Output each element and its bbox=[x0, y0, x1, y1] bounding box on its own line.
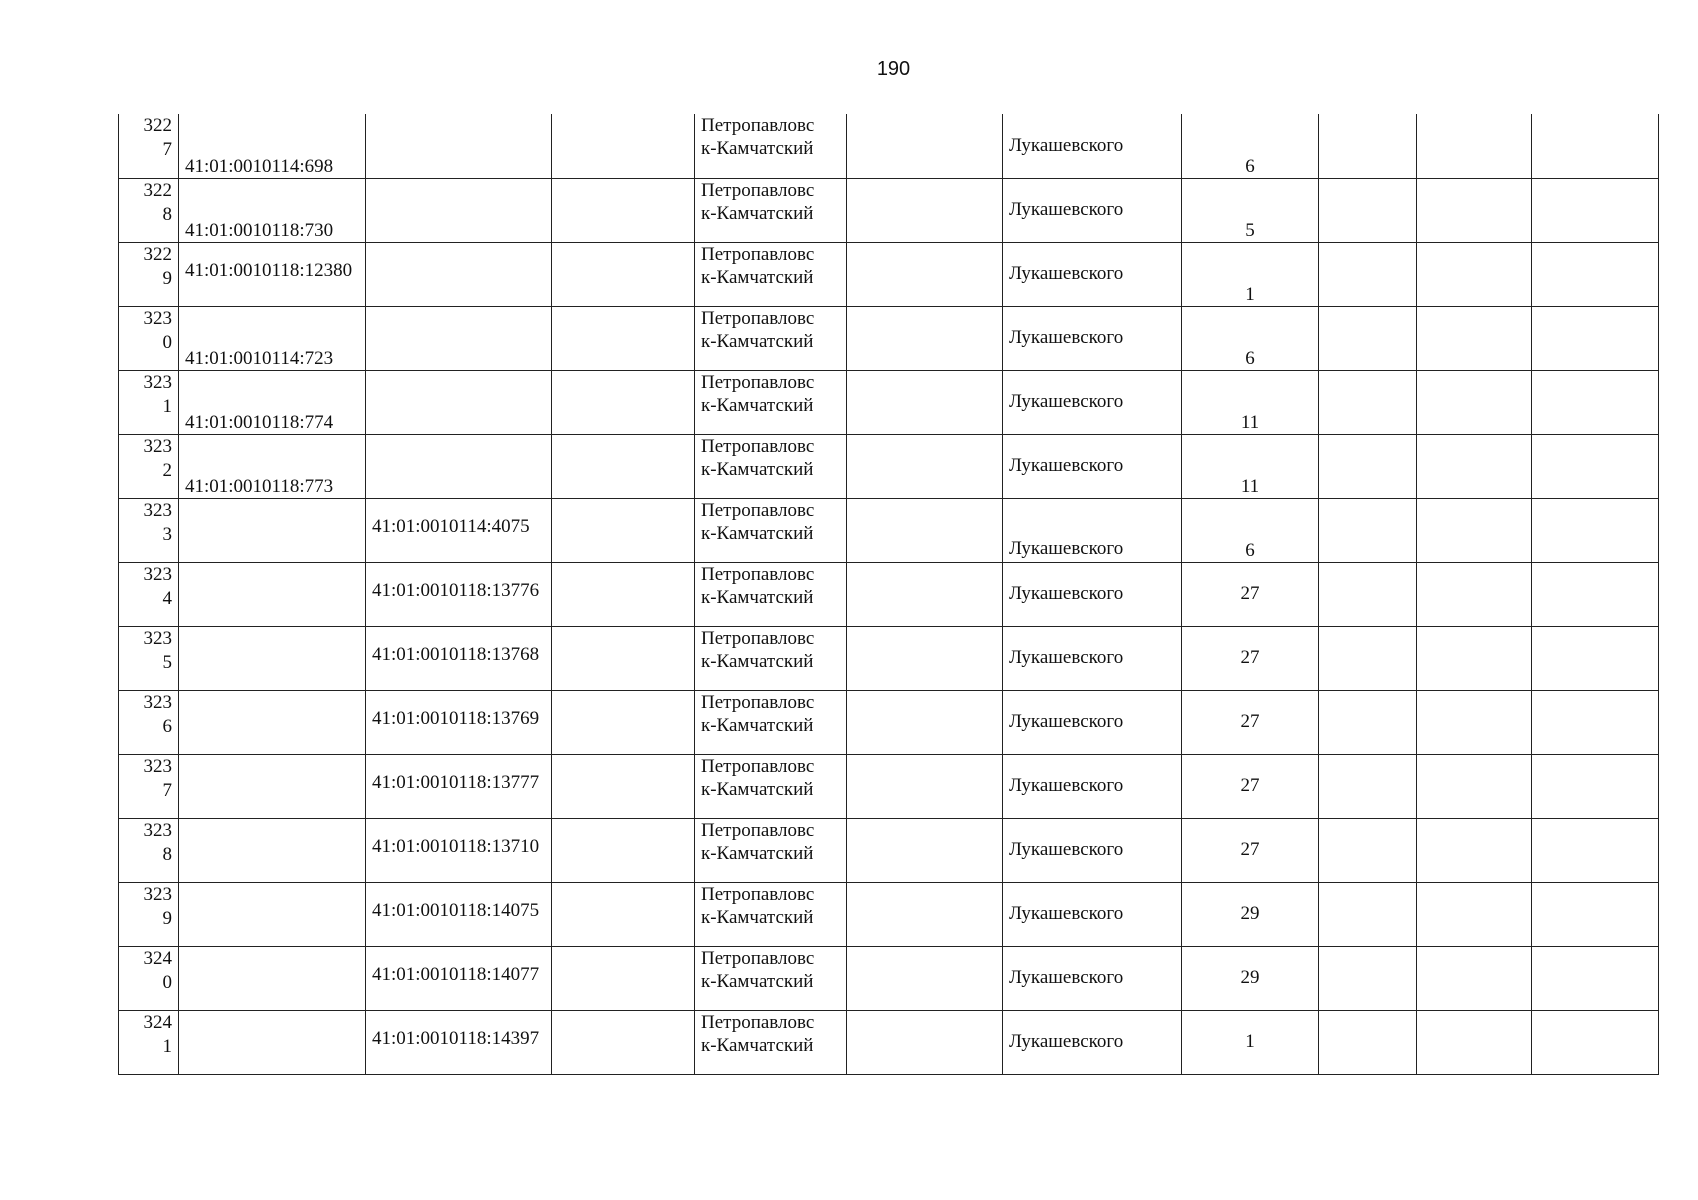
empty-cell bbox=[552, 242, 695, 306]
table-row bbox=[119, 690, 1659, 754]
empty-cell bbox=[552, 178, 695, 242]
row-number-part: 0 bbox=[162, 971, 172, 993]
city-line: Петропавловс bbox=[701, 563, 815, 585]
empty-cell bbox=[1319, 562, 1417, 626]
street-cell: Лукашевского bbox=[1003, 690, 1182, 754]
street-cell: Лукашевского bbox=[1003, 562, 1182, 626]
building-cadastral-number-cell bbox=[366, 178, 552, 242]
row-number-part: 2 bbox=[162, 459, 172, 481]
land-cadastral-number-cell bbox=[179, 946, 366, 1010]
empty-cell bbox=[552, 690, 695, 754]
table-row bbox=[119, 946, 1659, 1010]
empty-cell bbox=[1417, 114, 1532, 178]
empty-cell bbox=[552, 754, 695, 818]
city-line: к-Камчатский bbox=[701, 394, 814, 416]
house-number-cell: 27 bbox=[1182, 818, 1319, 882]
house-number-cell: 6 bbox=[1182, 114, 1319, 178]
row-number-cell bbox=[119, 242, 179, 306]
city-line: к-Камчатский bbox=[701, 330, 814, 352]
city-line: к-Камчатский bbox=[701, 458, 814, 480]
table-row bbox=[119, 882, 1659, 946]
row-number-part: 323 bbox=[143, 819, 172, 841]
city-line: Петропавловс bbox=[701, 1011, 815, 1033]
row-number-part: 323 bbox=[143, 307, 172, 329]
city-cell bbox=[695, 370, 847, 434]
empty-cell bbox=[1319, 1010, 1417, 1074]
street-cell: Лукашевского bbox=[1003, 754, 1182, 818]
row-number-part: 322 bbox=[143, 243, 172, 265]
empty-cell bbox=[847, 306, 1003, 370]
city-cell bbox=[695, 178, 847, 242]
city-cell bbox=[695, 690, 847, 754]
house-number-cell: 11 bbox=[1182, 370, 1319, 434]
land-cadastral-number-cell: 41:01:0010118:773 bbox=[179, 434, 366, 498]
empty-cell bbox=[1417, 882, 1532, 946]
city-cell bbox=[695, 626, 847, 690]
street-cell: Лукашевского bbox=[1003, 626, 1182, 690]
empty-cell bbox=[1532, 242, 1659, 306]
empty-cell bbox=[847, 434, 1003, 498]
land-cadastral-number-cell bbox=[179, 562, 366, 626]
city-cell bbox=[695, 1010, 847, 1074]
building-cadastral-number-cell: 41:01:0010118:14397 bbox=[366, 1010, 552, 1074]
row-number-part: 324 bbox=[143, 947, 172, 969]
building-cadastral-number-cell: 41:01:0010118:13710 bbox=[366, 818, 552, 882]
row-number-cell bbox=[119, 754, 179, 818]
building-cadastral-number-cell: 41:01:0010114:4075 bbox=[366, 498, 552, 562]
house-number-cell: 29 bbox=[1182, 882, 1319, 946]
empty-cell bbox=[1417, 178, 1532, 242]
empty-cell bbox=[1532, 114, 1659, 178]
table-row bbox=[119, 818, 1659, 882]
city-line: Петропавловс bbox=[701, 243, 815, 265]
street-cell: Лукашевского bbox=[1003, 306, 1182, 370]
city-cell bbox=[695, 242, 847, 306]
empty-cell bbox=[1532, 882, 1659, 946]
empty-cell bbox=[847, 242, 1003, 306]
registry-table-body bbox=[119, 114, 1659, 1074]
row-number-part: 323 bbox=[143, 563, 172, 585]
land-cadastral-number-cell bbox=[179, 690, 366, 754]
table-row bbox=[119, 562, 1659, 626]
empty-cell bbox=[552, 114, 695, 178]
city-line: к-Камчатский bbox=[701, 522, 814, 544]
land-cadastral-number-cell bbox=[179, 498, 366, 562]
row-number-cell bbox=[119, 690, 179, 754]
empty-cell bbox=[1417, 818, 1532, 882]
row-number-cell bbox=[119, 306, 179, 370]
city-cell bbox=[695, 114, 847, 178]
empty-cell bbox=[552, 626, 695, 690]
row-number-part: 3 bbox=[162, 523, 172, 545]
building-cadastral-number-cell: 41:01:0010118:13768 bbox=[366, 626, 552, 690]
table-row bbox=[119, 306, 1659, 370]
empty-cell bbox=[552, 818, 695, 882]
empty-cell bbox=[1319, 114, 1417, 178]
registry-table bbox=[118, 114, 1659, 1075]
row-number-part: 7 bbox=[162, 139, 172, 160]
house-number-cell: 11 bbox=[1182, 434, 1319, 498]
row-number-cell bbox=[119, 946, 179, 1010]
empty-cell bbox=[552, 370, 695, 434]
building-cadastral-number-cell: 41:01:0010118:14077 bbox=[366, 946, 552, 1010]
empty-cell bbox=[1532, 498, 1659, 562]
city-line: Петропавловс bbox=[701, 819, 815, 841]
empty-cell bbox=[1532, 306, 1659, 370]
row-number-part: 1 bbox=[162, 1035, 172, 1057]
building-cadastral-number-cell bbox=[366, 242, 552, 306]
empty-cell bbox=[1532, 178, 1659, 242]
empty-cell bbox=[1417, 690, 1532, 754]
city-line: к-Камчатский bbox=[701, 842, 814, 864]
empty-cell bbox=[552, 946, 695, 1010]
empty-cell bbox=[1319, 754, 1417, 818]
house-number-cell: 27 bbox=[1182, 626, 1319, 690]
row-number-part: 322 bbox=[143, 179, 172, 201]
empty-cell bbox=[847, 754, 1003, 818]
row-number-part: 4 bbox=[162, 587, 172, 609]
city-line: к-Камчатский bbox=[701, 714, 814, 736]
city-cell bbox=[695, 946, 847, 1010]
empty-cell bbox=[1532, 690, 1659, 754]
house-number-cell: 1 bbox=[1182, 242, 1319, 306]
row-number-cell bbox=[119, 818, 179, 882]
city-cell bbox=[695, 754, 847, 818]
empty-cell bbox=[1532, 946, 1659, 1010]
street-cell: Лукашевского bbox=[1003, 946, 1182, 1010]
city-cell bbox=[695, 882, 847, 946]
building-cadastral-number-cell: 41:01:0010118:13777 bbox=[366, 754, 552, 818]
empty-cell bbox=[552, 434, 695, 498]
row-number-part: 6 bbox=[162, 715, 172, 737]
empty-cell bbox=[1319, 370, 1417, 434]
city-line: Петропавловс bbox=[701, 947, 815, 969]
empty-cell bbox=[1532, 562, 1659, 626]
land-cadastral-number-cell: 41:01:0010118:12380 bbox=[179, 242, 366, 306]
street-cell: Лукашевского bbox=[1003, 114, 1182, 178]
building-cadastral-number-cell: 41:01:0010118:13769 bbox=[366, 690, 552, 754]
city-cell bbox=[695, 434, 847, 498]
row-number-cell bbox=[119, 882, 179, 946]
row-number-cell bbox=[119, 498, 179, 562]
city-line: к-Камчатский bbox=[701, 906, 814, 928]
empty-cell bbox=[847, 626, 1003, 690]
row-number-part: 323 bbox=[143, 499, 172, 521]
land-cadastral-number-cell: 41:01:0010118:730 bbox=[179, 178, 366, 242]
empty-cell bbox=[1532, 626, 1659, 690]
table-row bbox=[119, 114, 1659, 178]
table-row bbox=[119, 242, 1659, 306]
table-row bbox=[119, 370, 1659, 434]
empty-cell bbox=[1417, 1010, 1532, 1074]
row-number-part: 5 bbox=[162, 651, 172, 673]
empty-cell bbox=[552, 562, 695, 626]
land-cadastral-number-cell bbox=[179, 818, 366, 882]
street-cell: Лукашевского bbox=[1003, 242, 1182, 306]
street-cell: Лукашевского bbox=[1003, 178, 1182, 242]
street-cell: Лукашевского bbox=[1003, 370, 1182, 434]
row-number-cell bbox=[119, 114, 179, 178]
empty-cell bbox=[847, 882, 1003, 946]
table-row bbox=[119, 434, 1659, 498]
empty-cell bbox=[1319, 178, 1417, 242]
row-number-cell bbox=[119, 626, 179, 690]
house-number-cell: 6 bbox=[1182, 498, 1319, 562]
building-cadastral-number-cell bbox=[366, 370, 552, 434]
row-number-part: 9 bbox=[162, 907, 172, 929]
house-number-cell: 27 bbox=[1182, 562, 1319, 626]
empty-cell bbox=[1319, 882, 1417, 946]
city-line: к-Камчатский bbox=[701, 650, 814, 672]
row-number-part: 323 bbox=[143, 371, 172, 393]
empty-cell bbox=[1532, 1010, 1659, 1074]
empty-cell bbox=[1417, 242, 1532, 306]
building-cadastral-number-cell bbox=[366, 434, 552, 498]
table-row bbox=[119, 498, 1659, 562]
table-row bbox=[119, 626, 1659, 690]
city-cell bbox=[695, 306, 847, 370]
table-row bbox=[119, 178, 1659, 242]
empty-cell bbox=[1532, 434, 1659, 498]
city-line: к-Камчатский bbox=[701, 586, 814, 608]
empty-cell bbox=[1319, 434, 1417, 498]
land-cadastral-number-cell bbox=[179, 626, 366, 690]
empty-cell bbox=[1319, 306, 1417, 370]
row-number-part: 7 bbox=[162, 779, 172, 801]
empty-cell bbox=[847, 818, 1003, 882]
city-line: Петропавловс bbox=[701, 627, 815, 649]
street-cell: Лукашевского bbox=[1003, 434, 1182, 498]
empty-cell bbox=[847, 498, 1003, 562]
empty-cell bbox=[1532, 370, 1659, 434]
empty-cell bbox=[1532, 754, 1659, 818]
row-number-part: 323 bbox=[143, 691, 172, 713]
row-number-part: 322 bbox=[143, 115, 172, 136]
row-number-part: 323 bbox=[143, 883, 172, 905]
empty-cell bbox=[1319, 626, 1417, 690]
building-cadastral-number-cell: 41:01:0010118:13776 bbox=[366, 562, 552, 626]
empty-cell bbox=[1319, 690, 1417, 754]
land-cadastral-number-cell: 41:01:0010114:723 bbox=[179, 306, 366, 370]
land-cadastral-number-cell bbox=[179, 1010, 366, 1074]
row-number-cell bbox=[119, 178, 179, 242]
empty-cell bbox=[1417, 626, 1532, 690]
row-number-part: 324 bbox=[143, 1011, 172, 1033]
empty-cell bbox=[847, 690, 1003, 754]
row-number-cell bbox=[119, 562, 179, 626]
row-number-cell bbox=[119, 1010, 179, 1074]
city-line: Петропавловс bbox=[701, 307, 815, 329]
row-number-part: 1 bbox=[162, 395, 172, 417]
empty-cell bbox=[847, 1010, 1003, 1074]
house-number-cell: 29 bbox=[1182, 946, 1319, 1010]
city-line: к-Камчатский bbox=[701, 970, 814, 992]
city-cell bbox=[695, 562, 847, 626]
city-line: Петропавловс bbox=[701, 371, 815, 393]
street-cell: Лукашевского bbox=[1003, 882, 1182, 946]
empty-cell bbox=[1417, 434, 1532, 498]
page-number: 190 bbox=[876, 58, 911, 80]
empty-cell bbox=[1319, 242, 1417, 306]
city-line: к-Камчатский bbox=[701, 138, 814, 159]
row-number-part: 323 bbox=[143, 755, 172, 777]
empty-cell bbox=[847, 178, 1003, 242]
city-line: Петропавловс bbox=[701, 179, 815, 201]
building-cadastral-number-cell bbox=[366, 306, 552, 370]
empty-cell bbox=[552, 1010, 695, 1074]
house-number-cell: 27 bbox=[1182, 754, 1319, 818]
empty-cell bbox=[1417, 562, 1532, 626]
city-line: к-Камчатский bbox=[701, 266, 814, 288]
city-line: к-Камчатский bbox=[701, 202, 814, 224]
city-line: Петропавловс bbox=[701, 499, 815, 521]
empty-cell bbox=[847, 114, 1003, 178]
city-line: к-Камчатский bbox=[701, 1034, 814, 1056]
land-cadastral-number-cell bbox=[179, 754, 366, 818]
empty-cell bbox=[847, 370, 1003, 434]
city-line: Петропавловс bbox=[701, 755, 815, 777]
row-number-cell bbox=[119, 370, 179, 434]
row-number-part: 9 bbox=[162, 267, 172, 289]
row-number-cell bbox=[119, 434, 179, 498]
city-line: Петропавловс bbox=[701, 435, 815, 457]
house-number-cell: 6 bbox=[1182, 306, 1319, 370]
empty-cell bbox=[1417, 370, 1532, 434]
row-number-part: 323 bbox=[143, 435, 172, 457]
city-line: Петропавловс bbox=[701, 691, 815, 713]
building-cadastral-number-cell: 41:01:0010118:14075 bbox=[366, 882, 552, 946]
house-number-cell: 5 bbox=[1182, 178, 1319, 242]
empty-cell bbox=[847, 946, 1003, 1010]
row-number-part: 323 bbox=[143, 627, 172, 649]
empty-cell bbox=[1417, 754, 1532, 818]
empty-cell bbox=[1319, 498, 1417, 562]
land-cadastral-number-cell bbox=[179, 882, 366, 946]
empty-cell bbox=[1532, 818, 1659, 882]
street-cell: Лукашевского bbox=[1003, 498, 1182, 562]
empty-cell bbox=[552, 882, 695, 946]
empty-cell bbox=[1417, 498, 1532, 562]
city-cell bbox=[695, 498, 847, 562]
building-cadastral-number-cell bbox=[366, 114, 552, 178]
land-cadastral-number-cell: 41:01:0010114:698 bbox=[179, 114, 366, 178]
city-line: к-Камчатский bbox=[701, 778, 814, 800]
table-row bbox=[119, 1010, 1659, 1074]
empty-cell bbox=[552, 306, 695, 370]
city-line: Петропавловс bbox=[701, 115, 815, 136]
street-cell: Лукашевского bbox=[1003, 1010, 1182, 1074]
empty-cell bbox=[1319, 946, 1417, 1010]
empty-cell bbox=[1417, 946, 1532, 1010]
empty-cell bbox=[1319, 818, 1417, 882]
row-number-part: 8 bbox=[162, 203, 172, 225]
house-number-cell: 27 bbox=[1182, 690, 1319, 754]
empty-cell bbox=[1417, 306, 1532, 370]
city-cell bbox=[695, 818, 847, 882]
row-number-part: 8 bbox=[162, 843, 172, 865]
house-number-cell: 1 bbox=[1182, 1010, 1319, 1074]
city-line: Петропавловс bbox=[701, 883, 815, 905]
empty-cell bbox=[847, 562, 1003, 626]
land-cadastral-number-cell: 41:01:0010118:774 bbox=[179, 370, 366, 434]
table-row bbox=[119, 754, 1659, 818]
street-cell: Лукашевского bbox=[1003, 818, 1182, 882]
empty-cell bbox=[552, 498, 695, 562]
row-number-part: 0 bbox=[162, 331, 172, 353]
